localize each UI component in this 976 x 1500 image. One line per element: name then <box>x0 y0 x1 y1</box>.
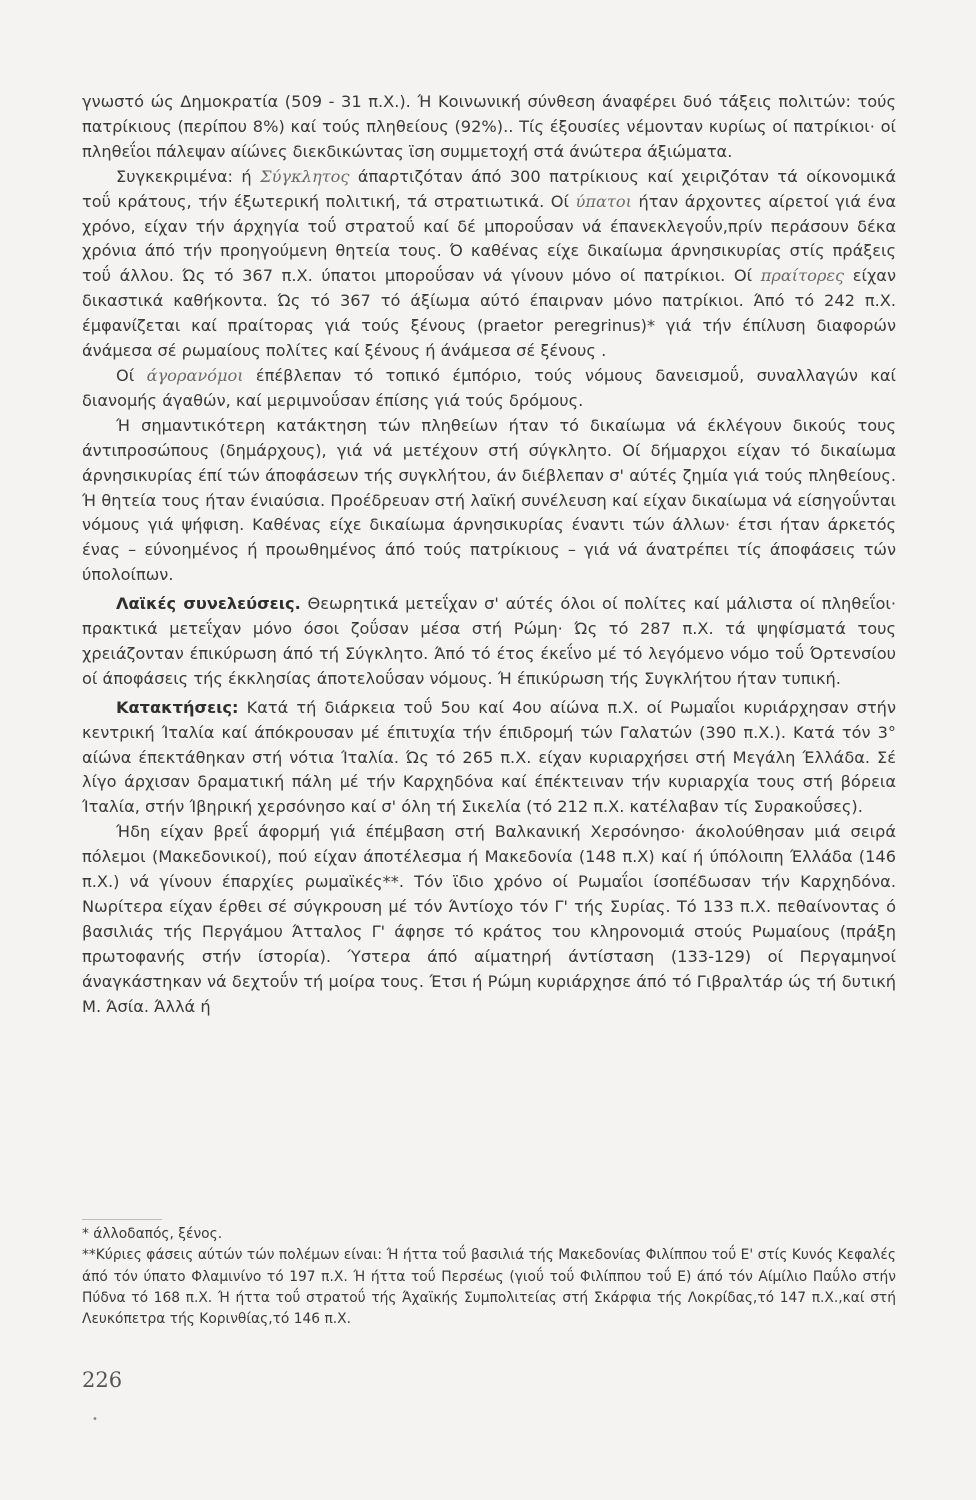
footnote-2: **Κύριες φάσεις αύτών τών πολέμων είναι: Ή ήττα τοΰ βασιλιά τής Μακεδονίας Φιλίππου τοΰ Ε' στίς Κυνός Κεφαλές άπό τόν ύπατο Φλαμινίνο τό 197 π.Χ. Ή ήττα τοΰ Περσέως (γιοΰ τοΰ Φιλίππου τοΰ Ε) άπό τόν Αίμίλιο Παΰλο στήν Πύδνα τό 168 π.Χ. Ή ήττα τοΰ στρατοΰ τής Άχαϊκής Συμπολιτείας στή Σκάρφια τής Λοκρίδας,τό 147 π.Χ.,καί στή Λευκόπετρα τής Κορινθίας,τό 146 π.Χ. <box>82 1247 896 1328</box>
text-run: είχαν δικαστικά καθήκοντα. Ώς τό 367 τό άξίωμα αύτό έπαιρναν μόνο πατρίκιοι. Άπό τό 242 π.Χ. έμφανίζεται καί πραίτορας γιά τούς ξένους (praetor peregrinus)* γιά τήν έπίλυση διαφορών άνάμεσα σέ ρωμαίους πολίτες καί ξένους ή άνάμεσα σέ ξένους . <box>82 266 897 361</box>
text-run: ήταν άρχοντες αίρετοί γιά ένα χρόνο, είχαν τήν άρχηγία τοΰ στρατοΰ καί δέ μποροΰσαν νά έπανεκλεγοΰν,πρίν περάσουν δέκα χρόνια άπό τήν προηγούμενη θητεία τους. Ό καθένας είχε δικαίωμα άρνησικυρίας στίς πράξεις τοΰ άλλου. Ώς τό 367 π.Χ. ύπατοι μποροΰσαν νά γίνουν μόνο οί πατρίκιοι. Οί <box>82 191 896 286</box>
italic-term: Σύγκλητος <box>260 166 350 186</box>
paragraph-7 <box>82 820 896 1019</box>
section-heading: Λαϊκές συνελεύσεις. <box>116 594 301 614</box>
footnotes <box>82 1219 896 1330</box>
text-run: Κατά τή διάρκεια τοΰ 5ου καί 4ου αίώνα π.Χ. οί Ρωμαΐοι κυριάρχησαν στήν κεντρική Ίταλία καί άπόκρουσαν μέ έπιτυχία τήν έπιδρομή τών Γαλατών (390 π.Χ.). Κατά τόν 3° αίώνα έπεκτάθηκαν στή νότια Ίταλία. Ώς τό 265 π.Χ. είχαν κυριαρχήσει στή Μεγάλη Έλλάδα. Σέ λίγο άρχισαν δραματική πάλη μέ τήν Καρχηδόνα καί έπέκτειναν τήν κυριαρχία τους στή βόρεια Ίταλία, στήν Ίβηρική χερσόνησο καί σ' όλη τή Σικελία (τό 212 π.Χ. κατέλαβαν τίς Συρακοΰσες). <box>82 697 896 817</box>
text-run: Συγκεκριμένα: ή <box>116 166 261 186</box>
body-text <box>82 90 896 1020</box>
paragraph-3 <box>82 364 896 414</box>
text-run: Οί <box>116 365 147 385</box>
paragraph-4 <box>82 414 896 588</box>
paragraph-1 <box>82 90 896 165</box>
italic-term: άγορανόμοι <box>146 365 244 385</box>
italic-term: ύπατοι <box>575 191 632 211</box>
text-run: Θεωρητικά μετεΐχαν σ' αύτές όλοι οί πολίτες καί μάλιστα οί πληθεΐοι· πρακτικά μετεΐχαν μόνο όσοι ζοΰσαν μέσα στή Ρώμη· Ώς τό 287 π.Χ. τά ψηφίσματά τους χρειάζονταν έπικύρωση άπό τή Σύγκλητο. Άπό τό έτος έκεΐνο μέ τό λεγόμενο νόμο τοΰ Όρτενσίου οί άποφάσεις τής έκκλησίας άποτελοΰσαν νόμους. Ή έπικύρωση τής Συγκλήτου ήταν τυπική. <box>82 594 896 688</box>
section-heading: Κατακτήσεις: <box>116 697 239 717</box>
italic-term: πραίτορες <box>760 266 845 286</box>
paragraph-5 <box>82 592 896 692</box>
text-run: Ήδη είχαν βρεΐ άφορμή γιά έπέμβαση στή Βαλκανική Χερσόνησο· άκολούθησαν μιά σειρά πόλεμοι (Μακεδονικοί), πού είχαν άποτέλεσμα ή Μακεδονία (148 π.Χ) καί ή ύπόλοιπη Έλλάδα (146 π.Χ.) νά γίνουν έπαρχίες ρωμαϊκές**. Τόν ϊδιο χρόνο οί Ρωμαΐοι ίσοπέδωσαν τήν Καρχηδόνα. Νωρίτερα είχαν έρθει σέ σύγκρουση μέ τόν Άντίοχο τόν Γ' τής Συρίας. Τό 133 π.Χ. πεθαίνοντας ό βασιλιάς τής Περγάμου Άτταλος Γ' άφησε τό κράτος του κληρονομιά στούς Ρωμαίους (πράξη πρωτοφανής στήν ίστορία). Ύστερα άπό αίματηρή άντίσταση (133-129) οί Περγαμηνοί άναγκάστηκαν νά δεχτοΰν τή μοίρα τους. Έτσι ή Ρώμη κυριάρχησε άπό τό Γιβραλτάρ ώς τή δυτική Μ. Άσία. Άλλά ή <box>82 822 896 1016</box>
page-number: 226 <box>82 1368 123 1392</box>
text-run: Ή σημαντικότερη κατάκτηση τών πληθείων ήταν τό δικαίωμα νά έκλέγουν δικούς τους άντιπροσώπους (δημάρχους), γιά νά μετέχουν στή σύγκλητο. Οί δήμαρχοι είχαν τό δικαίωμα άρνησικυρίας έπί τών άποφάσεων τής συγκλήτου, άν διέβλεπαν σ' αύτές ζημία γιά τούς πληθείους. Ή θητεία τους ήταν ένιαύσια. Προέδρευαν στή λαϊκή συνέλευση καί είχαν δικαίωμα νά είσηγοΰνται νόμους γιά ψήφιση. Καθένας είχε δικαίωμα άρνησικυρίας έναντι τών άλλων· έτσι ήταν άρκετός ένας – εύνοημένος ή προωθημένος άπό τούς πατρίκιους – γιά νά άνατρέπει τίς άποφάσεις τών ύπολοίπων. <box>82 415 896 585</box>
text-run: γνωστό ώς Δημοκρατία (509 - 31 π.Χ.). Ή Κοινωνική σύνθεση άναφέρει δυό τάξεις πολιτών: τούς πατρίκιους (περίπου 8%) καί τούς πληθείους (92%).. Τίς έξουσίες νέμονταν κυρίως οί πατρίκιοι· οί πληθεΐοι πάλεψαν αίώνες διεκδικώντας ϊση συμμετοχή στά άνώτερα άξιώματα. <box>82 92 896 161</box>
footnote-divider <box>82 1219 162 1220</box>
text-run: άπαρτιζόταν άπό 300 πατρίκιους καί χειριζόταν τά οίκονομικά τοΰ κράτους, τήν έξωτερική πολιτική, τά στρατιωτικά. Οί <box>82 166 896 211</box>
footnote-1: * άλλοδαπός, ξένος. <box>82 1226 223 1242</box>
ink-speck: • <box>92 1414 98 1425</box>
paragraph-2 <box>82 165 896 364</box>
paragraph-6 <box>82 696 896 821</box>
text-run: έπέβλεπαν τό τοπικό έμπόριο, τούς νόμους δανεισμοΰ, συναλλαγών καί διανομής άγαθών, καί μεριμνοΰσαν έπίσης γιά τούς δρόμους. <box>82 365 896 410</box>
